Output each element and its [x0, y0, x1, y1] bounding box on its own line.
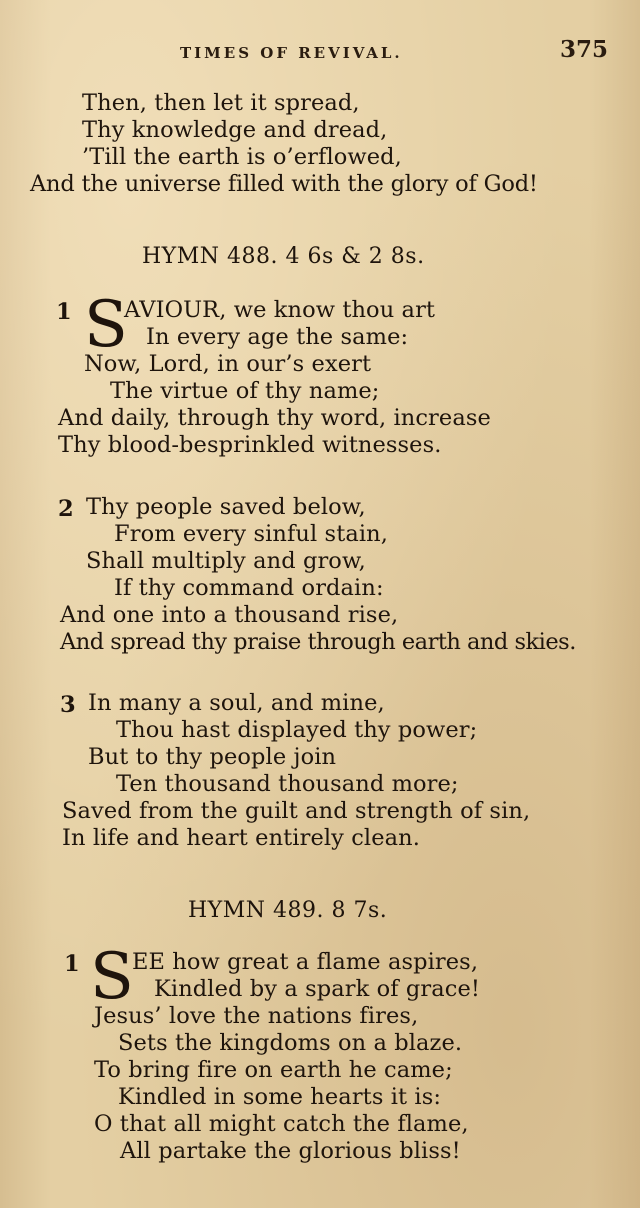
verse-line: If thy command ordain:	[114, 575, 384, 601]
verse-line: Thy people saved below,	[86, 494, 366, 520]
verse-line: O that all might catch the flame,	[94, 1111, 469, 1137]
verse-line: Kindled in some hearts it is:	[118, 1084, 442, 1110]
stanza-number: 1	[56, 299, 72, 325]
verse-line: Then, then let it spread,	[82, 90, 360, 116]
verse-line: AVIOUR, we know thou art	[124, 297, 436, 323]
verse-line: But to thy people join	[88, 744, 337, 770]
verse-line: In many a soul, and mine,	[88, 690, 385, 716]
verse-line: Kindled by a spark of grace!	[154, 976, 481, 1002]
verse-line: Thou hast displayed thy power;	[116, 717, 478, 743]
verse-line: Jesus’ love the nations fires,	[94, 1003, 419, 1029]
verse-line: And spread thy praise through earth and skies.	[60, 629, 576, 655]
verse-line: Sets the kingdoms on a blaze.	[118, 1030, 463, 1056]
verse-line: The virtue of thy name;	[110, 378, 380, 404]
stanza-number: 1	[64, 951, 80, 977]
verse-line: All partake the glorious bliss!	[120, 1138, 461, 1164]
verse-line: And one into a thousand rise,	[60, 602, 399, 628]
verse-line: Thy blood-besprinkled witnesses.	[58, 432, 442, 458]
verse-line: Saved from the guilt and strength of sin,	[62, 798, 531, 824]
verse-line: In every age the same:	[146, 324, 409, 350]
drop-cap: S	[90, 940, 134, 1014]
verse-line: Ten thousand thousand more;	[116, 771, 459, 797]
verse-line: From every sinful stain,	[114, 521, 389, 547]
drop-cap: S	[84, 288, 128, 362]
verse-line: Now, Lord, in our’s exert	[84, 351, 372, 377]
verse-line: In life and heart entirely clean.	[62, 825, 420, 851]
hymn-heading: HYMN 489. 8 7s.	[188, 898, 388, 923]
hymn-heading: HYMN 488. 4 6s & 2 8s.	[142, 244, 425, 269]
verse-line: EE how great a flame aspires,	[132, 949, 479, 975]
verse-line: And the universe filled with the glory of God!	[30, 171, 538, 197]
verse-line: Thy knowledge and dread,	[82, 117, 388, 143]
verse-line: Shall multiply and grow,	[86, 548, 366, 574]
running-title: TIMES OF REVIVAL.	[180, 44, 403, 62]
verse-line: ’Till the earth is o’erflowed,	[82, 144, 402, 170]
stanza-number: 3	[60, 692, 76, 718]
verse-line: To bring fire on earth he came;	[94, 1057, 453, 1083]
stanza-number: 2	[58, 496, 74, 522]
page-number: 375	[559, 36, 608, 63]
verse-line: And daily, through thy word, increase	[58, 405, 491, 431]
